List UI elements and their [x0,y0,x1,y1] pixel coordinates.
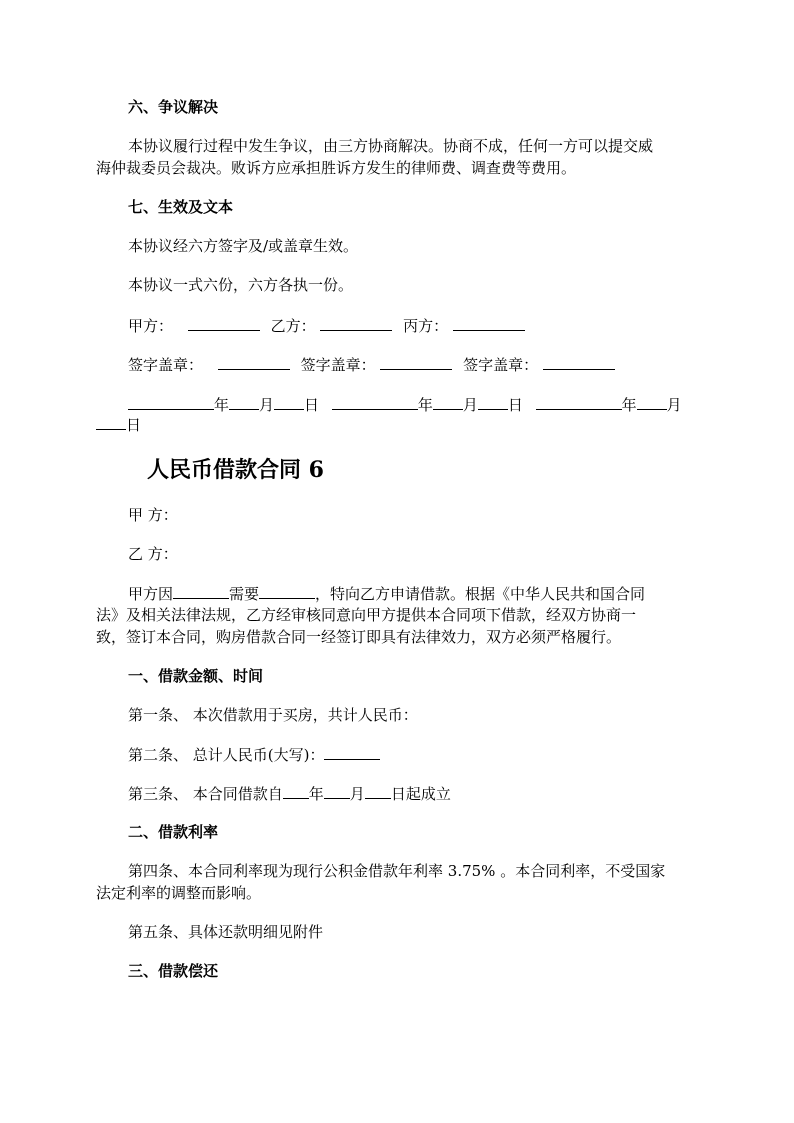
signature-label: 签字盖章： [463,356,539,374]
day-label: 日 [507,396,523,414]
article-text: 第三条、 本合同借款自 [128,785,283,803]
intro-text: 甲方因 [128,585,174,603]
blank-field [365,782,391,799]
month-label: 月 [259,396,275,414]
blank-field [274,393,304,410]
section-heading: 一、借款金额、时间 [128,667,264,685]
section-heading-effect: 七、生效及文本 [128,198,234,216]
blank-field [229,393,259,410]
article-line: 第一条、 本次借款用于买房，共计人民币： [128,706,418,724]
signature-label: 签字盖章： [300,356,376,374]
blank-field [218,353,290,370]
blank-field [453,314,525,331]
year-label: 年 [308,785,324,803]
date-line-wrap [96,413,696,436]
blank-field [478,393,508,410]
parties-line [128,314,728,337]
signature-line [128,353,728,376]
article-text: 第二条、 总计人民币(大写)： [128,746,325,764]
paragraph-line [128,582,728,605]
paragraph-line: 法》及相关法律法规，乙方经审核同意向甲方提供本合同项下借款，经双方协商一 [96,606,637,624]
month-label: 月 [349,785,365,803]
party-c-label: 丙方： [403,317,449,335]
intro-text: 需要 [229,585,260,603]
blank-field [188,314,260,331]
paragraph-line: 海仲裁委员会裁决。败诉方应承担胜诉方发生的律师费、调查费等费用。 [96,159,577,177]
year-label: 年 [214,396,230,414]
paragraph-line: 本协议一式六份，六方各执一份。 [128,276,354,294]
month-label: 月 [666,396,682,414]
paragraph-line: 致，签订本合同，购房借款合同一经签订即具有法律效力，双方必须严格履行。 [96,628,622,646]
blank-field [128,393,214,410]
intro-text: ，特向乙方申请借款。根据《中华人民共和国合同 [315,585,646,603]
blank-field [380,353,452,370]
blank-field [259,582,315,599]
month-label: 月 [462,396,478,414]
contract-party-b: 乙 方： [128,545,178,563]
blank-field [96,413,126,430]
section-heading-dispute: 六、争议解决 [128,98,219,116]
article-line [128,743,728,766]
article-text: 日起成立 [390,785,451,803]
blank-field [324,743,380,760]
blank-field [637,393,667,410]
signature-label: 签字盖章： [128,356,204,374]
day-label: 日 [304,396,320,414]
blank-field [536,393,622,410]
blank-field [324,782,350,799]
contract-party-a: 甲 方： [128,506,178,524]
section-heading: 二、借款利率 [128,823,219,841]
blank-field [320,314,392,331]
paragraph-line: 本协议履行过程中发生争议，由三方协商解决。协商不成，任何一方可以提交威 [128,137,654,155]
article-line: 第五条、具体还款明细见附件 [128,923,324,941]
article-line: 法定利率的调整而影响。 [96,884,262,902]
contract-title: 人民币借款合同 6 [147,457,324,483]
article-line: 第四条、本合同利率现为现行公积金借款年利率 3.75% 。本合同利率，不受国家 [128,862,666,880]
day-label: 日 [126,416,142,434]
blank-field [433,393,463,410]
article-line [128,782,728,805]
year-label: 年 [621,396,637,414]
section-heading: 三、借款偿还 [128,962,219,980]
year-label: 年 [417,396,433,414]
party-b-label: 乙方： [270,317,316,335]
paragraph-line: 本协议经六方签字及/或盖章生效。 [128,237,359,255]
blank-field [543,353,615,370]
blank-field [283,782,309,799]
blank-field [332,393,418,410]
party-a-label: 甲方： [128,317,174,335]
blank-field [173,582,229,599]
